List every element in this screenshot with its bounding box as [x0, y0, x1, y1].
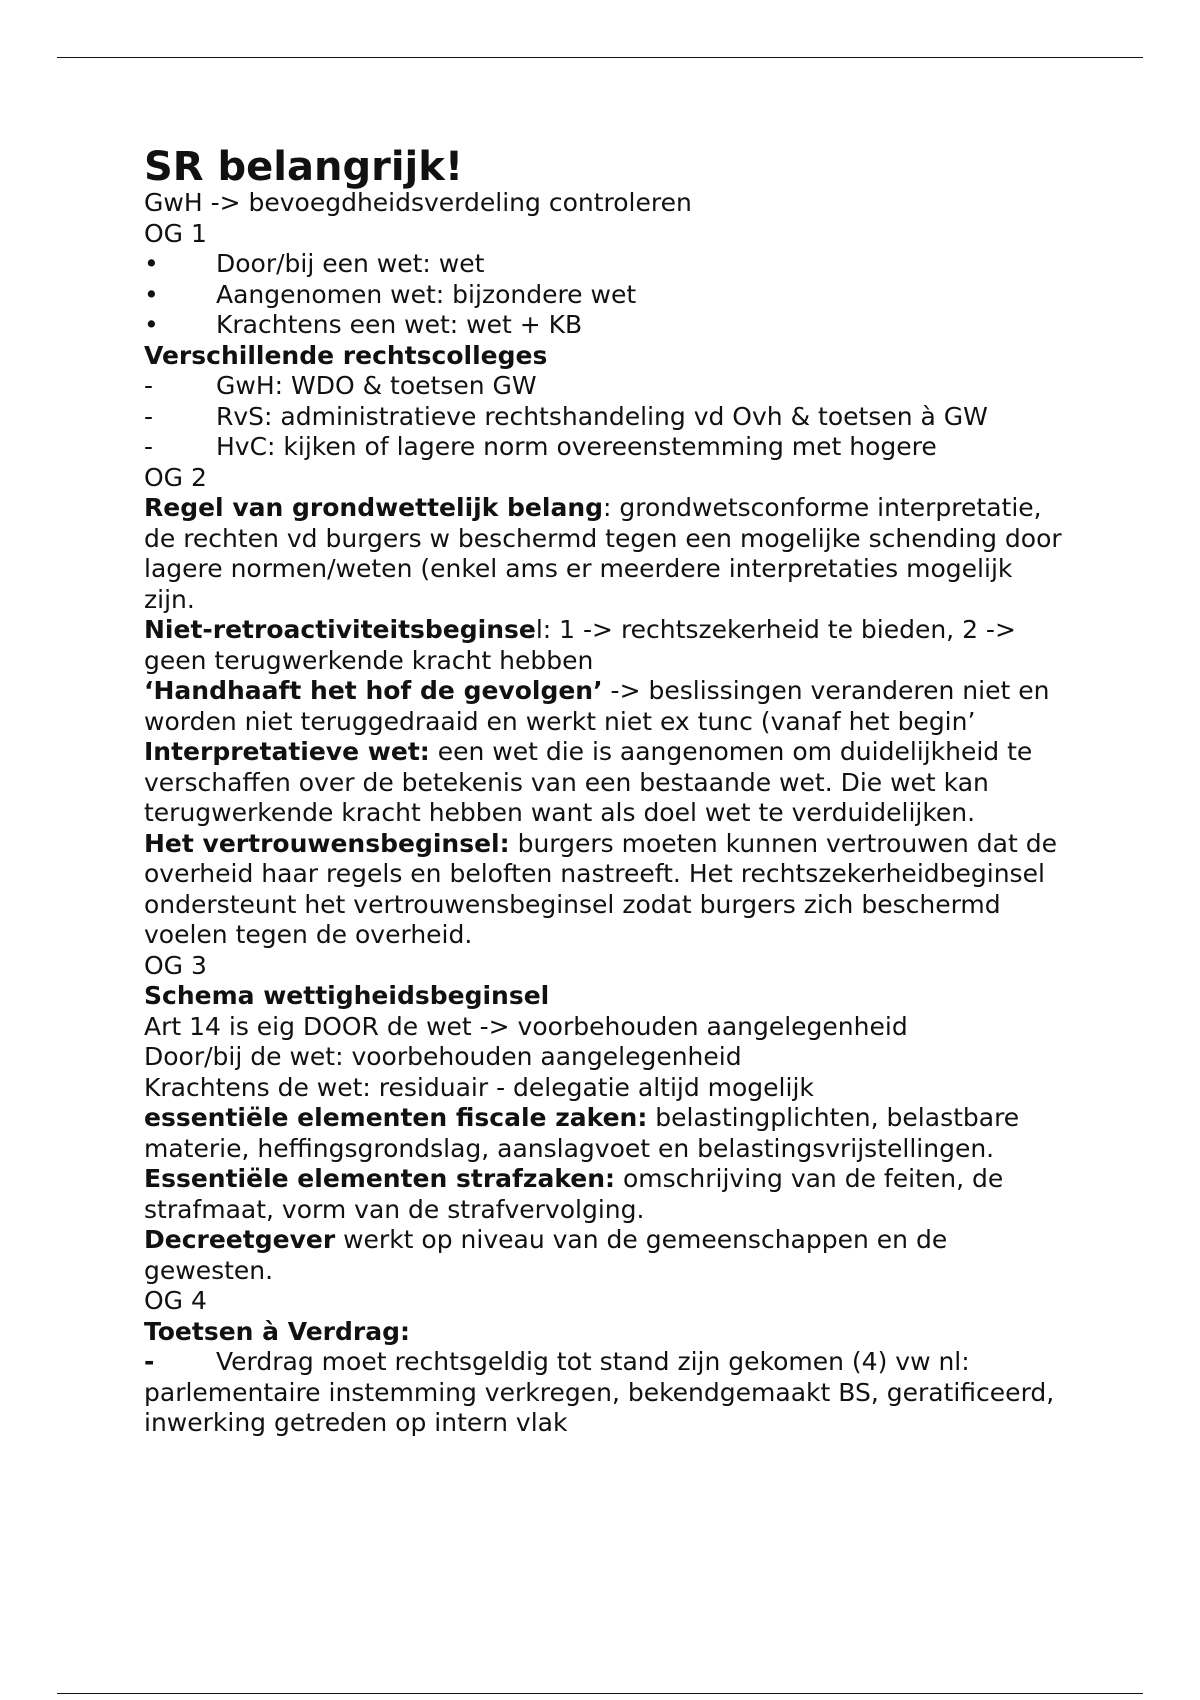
text-line: Krachtens de wet: residuair - delegatie altijd mogelijk: [144, 1072, 814, 1102]
bullet-icon: •: [144, 310, 159, 339]
dash-item: [144, 371, 1064, 402]
term: essentiële elementen fiscale zaken:: [144, 1103, 648, 1132]
term: Niet-retroactiviteitsbeginse: [144, 615, 536, 644]
paragraph-decreetgever: [144, 1225, 1064, 1286]
definition: burgers moeten kunnen vertrouwen dat de overheid haar regels en beloften nastreeft. Het rechtszekerheidbeginsel ondersteunt het vertrouwensbeginsel zodat burgers zich beschermd voelen tegen de overheid.: [144, 828, 1057, 949]
definition: -> beslissingen veranderen niet en worden niet teruggedraaid en werkt niet ex tunc (vanaf het begin’: [144, 676, 1050, 736]
paragraph-regel: [144, 493, 1064, 615]
section-label-og1: OG 1: [144, 218, 207, 248]
heading-verdrag: Toetsen à Verdrag:: [144, 1316, 410, 1346]
bullet-item: [144, 310, 1064, 341]
section-label-og4: OG 4: [144, 1286, 207, 1315]
text-line: GwH -> bevoegdheidsverdeling controleren: [144, 188, 692, 217]
dash-text: GwH: WDO & toetsen GW: [216, 371, 537, 400]
term: Decreetgever: [144, 1225, 336, 1254]
definition: l: 1 -> rechtszekerheid te bieden, 2 -> geen terugwerkende kracht hebben: [144, 615, 1016, 675]
dash-text: HvC: kijken of lagere norm overeenstemming met hogere: [216, 432, 937, 461]
section-label-og2: OG 2: [144, 462, 207, 492]
dash-item: [144, 432, 1064, 463]
dash-icon: -: [144, 371, 154, 400]
bullet-text: Aangenomen wet: bijzondere wet: [216, 279, 637, 309]
section-label-og3: OG 3: [144, 950, 207, 980]
paragraph-interpretatieve-wet: [144, 737, 1064, 829]
bullet-item: [144, 280, 1064, 311]
dash-icon: -: [144, 401, 154, 431]
paragraph-strafzaken: [144, 1164, 1064, 1225]
dash-icon: -: [144, 432, 154, 461]
heading-schema: Schema wettigheidsbeginsel: [144, 981, 550, 1010]
bullet-icon: •: [144, 279, 159, 309]
footer-rule: [57, 1693, 1143, 1694]
term: Essentiële elementen strafzaken:: [144, 1164, 616, 1193]
term: Regel van grondwettelijk belang: [144, 493, 604, 522]
dash-icon: -: [144, 1347, 155, 1376]
definition: omschrijving van de feiten, de strafmaat, vorm van de strafvervolging.: [144, 1164, 1004, 1224]
bullet-text: Krachtens een wet: wet + KB: [216, 310, 583, 339]
paragraph-fiscale-zaken: [144, 1103, 1064, 1164]
paragraph-vertrouwensbeginsel: [144, 829, 1064, 951]
term: ‘Handhaaft het hof de gevolgen’: [144, 676, 603, 705]
definition: : grondwetsconforme interpretatie, de rechten vd burgers w beschermd tegen een mogelijke schending door lagere normen/weten (enkel ams er meerdere interpretaties mogelijk zijn.: [144, 493, 1062, 614]
heading-rechtscolleges: Verschillende rechtscolleges: [144, 340, 548, 370]
definition: belastingplichten, belastbare materie, heffingsgrondslag, aanslagvoet en belastingsvrijstellingen.: [144, 1103, 1020, 1163]
text-line: Door/bij de wet: voorbehouden aangelegenheid: [144, 1042, 742, 1071]
text-line: Art 14 is eig DOOR de wet -> voorbehouden aangelegenheid: [144, 1011, 908, 1041]
dash-item: [144, 402, 1064, 433]
page-title: SR belangrijk!: [144, 144, 464, 190]
term: Interpretatieve wet:: [144, 737, 430, 766]
dash-text: RvS: administratieve rechtshandeling vd Ovh & toetsen à GW: [216, 401, 988, 431]
dash-item-verdrag: [144, 1347, 1064, 1439]
dash-text: Verdrag moet rechtsgeldig tot stand zijn gekomen (4) vw nl: parlementaire instemming verkregen, bekendgemaakt BS, geratificeerd, inwerking getreden op intern vlak: [144, 1347, 1055, 1437]
definition: een wet die is aangenomen om duidelijkheid te verschaffen over de betekenis van een bestaande wet. Die wet kan terugwerkende kracht hebben want als doel wet te verduidelijken.: [144, 737, 1033, 827]
bullet-item: [144, 249, 1064, 280]
definition: werkt op niveau van de gemeenschappen en de gewesten.: [144, 1225, 948, 1285]
header-rule: [57, 57, 1143, 58]
paragraph-handhaaft: [144, 676, 1064, 737]
paragraph-niet-retroactiviteit: [144, 615, 1064, 676]
bullet-icon: •: [144, 249, 159, 278]
bullet-text: Door/bij een wet: wet: [216, 249, 485, 278]
document-body: [144, 142, 1064, 1439]
term: Het vertrouwensbeginsel:: [144, 828, 510, 858]
